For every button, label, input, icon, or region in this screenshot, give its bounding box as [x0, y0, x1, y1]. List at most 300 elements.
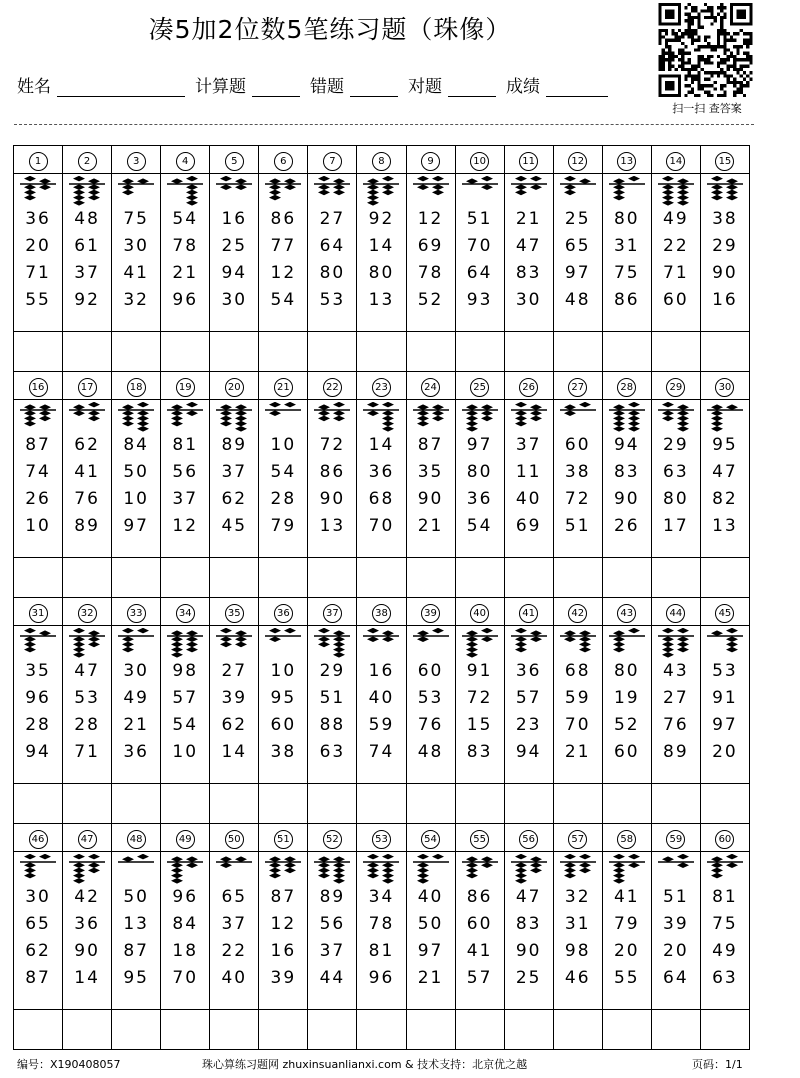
addend-value: 10 [25, 516, 51, 536]
answer-box[interactable] [651, 784, 700, 824]
bead [711, 410, 723, 416]
bead [711, 176, 723, 181]
bead [88, 195, 100, 201]
question-number-cell [14, 824, 63, 852]
answer-box[interactable] [112, 332, 161, 372]
bead [662, 402, 674, 407]
addend-list [259, 658, 307, 766]
addend-value: 12 [270, 914, 297, 934]
answer-box[interactable] [700, 784, 749, 824]
wrong-count-field[interactable] [350, 72, 398, 97]
abacus-bead-image [265, 176, 301, 208]
addend-value: 72 [564, 489, 591, 509]
answer-box[interactable] [210, 784, 259, 824]
addend-value: 21 [417, 968, 444, 988]
question-number-cell [406, 824, 455, 852]
addend-value: 96 [172, 887, 199, 907]
answer-box[interactable] [455, 558, 504, 598]
addend-value: 60 [466, 914, 493, 934]
question-number-cell [602, 372, 651, 400]
bead [24, 195, 36, 201]
bead [515, 416, 527, 422]
bead [333, 878, 345, 884]
bead [122, 421, 134, 427]
addend-value: 10 [270, 661, 297, 681]
bead [677, 628, 689, 633]
bead [662, 190, 674, 196]
answer-box[interactable] [259, 332, 308, 372]
addend-value: 53 [74, 688, 100, 708]
addend-value: 20 [25, 236, 51, 256]
bead [171, 421, 183, 427]
bead [318, 190, 330, 196]
addend-value: 94 [25, 742, 51, 762]
addend-value: 26 [25, 489, 51, 509]
bead [579, 630, 591, 636]
question-number-cell [210, 146, 259, 174]
answer-box[interactable] [455, 784, 504, 824]
bead [466, 416, 478, 422]
problem-cell [504, 174, 553, 332]
question-number-cell [602, 146, 651, 174]
bead [432, 854, 444, 859]
addend-list [357, 206, 405, 314]
addend-value: 69 [417, 236, 444, 256]
bead [333, 652, 345, 658]
addend-list [554, 432, 602, 540]
right-count-field[interactable] [448, 72, 496, 97]
bead [122, 410, 134, 416]
problem-cell [161, 852, 210, 1010]
addend-value: 97 [564, 263, 591, 283]
addend-value: 30 [515, 290, 542, 310]
bead [24, 873, 36, 879]
question-number-badge: 51 [274, 830, 293, 849]
question-number-cell [112, 372, 161, 400]
addend-value: 86 [319, 462, 346, 482]
addend-list [357, 658, 405, 766]
answer-box[interactable] [553, 1010, 602, 1050]
addend-value: 16 [270, 941, 297, 961]
addend-value: 70 [368, 516, 395, 536]
addend-value: 52 [613, 715, 640, 735]
addend-value: 92 [368, 209, 395, 229]
bead [333, 630, 345, 636]
answer-box[interactable] [357, 332, 406, 372]
answer-box[interactable] [259, 784, 308, 824]
addend-value: 55 [613, 968, 640, 988]
answer-box[interactable] [63, 784, 112, 824]
abacus-bead-image [707, 176, 743, 208]
bead [726, 404, 738, 410]
abacus-bead-image [413, 176, 449, 208]
answer-box[interactable] [602, 332, 651, 372]
answer-box[interactable] [14, 1010, 63, 1050]
abacus-bead-image [707, 628, 743, 660]
bead [628, 421, 640, 427]
answer-box[interactable] [553, 558, 602, 598]
addend-value: 27 [221, 661, 248, 681]
bead [726, 195, 738, 201]
bead [235, 636, 247, 642]
bead [417, 416, 429, 422]
bead [677, 410, 689, 416]
answer-box[interactable] [308, 1010, 357, 1050]
answer-box[interactable] [161, 332, 210, 372]
answer-box[interactable] [455, 1010, 504, 1050]
addend-value: 90 [417, 489, 444, 509]
question-number-cell [700, 824, 749, 852]
addend-value: 60 [663, 290, 689, 310]
answer-box[interactable] [259, 1010, 308, 1050]
answer-box[interactable] [161, 1010, 210, 1050]
answer-box[interactable] [700, 1010, 749, 1050]
addend-value: 48 [417, 742, 444, 762]
addend-value: 59 [368, 715, 395, 735]
question-number-badge: 7 [323, 152, 342, 171]
problem-cell [553, 626, 602, 784]
answer-box[interactable] [700, 332, 749, 372]
bead [530, 404, 542, 410]
addend-value: 16 [368, 661, 395, 681]
addend-value: 78 [417, 263, 444, 283]
score-label: 成绩 [506, 77, 540, 97]
question-number-cell [455, 372, 504, 400]
bead [122, 647, 134, 653]
addend-value: 72 [319, 435, 346, 455]
question-number-badge: 56 [519, 830, 538, 849]
bead [171, 642, 183, 648]
bead [235, 421, 247, 427]
name-field[interactable] [57, 72, 185, 97]
bead [711, 184, 723, 190]
bead [73, 873, 85, 879]
bead [613, 630, 625, 636]
addend-value: 80 [319, 263, 346, 283]
addend-value: 74 [25, 462, 51, 482]
addend-value: 90 [74, 941, 100, 961]
addend-value: 37 [221, 462, 248, 482]
bead [318, 416, 330, 422]
bead [662, 856, 674, 862]
problem-cell [406, 626, 455, 784]
question-number-cell [455, 824, 504, 852]
problem-cell [112, 174, 161, 332]
addend-list [456, 206, 504, 314]
addend-value: 21 [417, 516, 444, 536]
addend-value: 94 [613, 435, 640, 455]
bead [367, 178, 379, 184]
addend-list [407, 658, 455, 766]
bead [269, 184, 281, 190]
calc-count-field[interactable] [252, 72, 300, 97]
bead [220, 636, 232, 642]
bead [628, 176, 640, 181]
bead [466, 178, 478, 184]
addend-value: 90 [712, 263, 738, 283]
bead [564, 404, 576, 410]
bead [382, 878, 394, 884]
answer-box[interactable] [210, 558, 259, 598]
bead [466, 652, 478, 658]
bead [530, 868, 542, 874]
addend-value: 54 [270, 290, 297, 310]
addend-value: 38 [270, 742, 297, 762]
bead [382, 410, 394, 416]
answer-box[interactable] [357, 784, 406, 824]
bead [726, 184, 738, 190]
answer-box[interactable] [406, 332, 455, 372]
answer-box[interactable] [14, 784, 63, 824]
addend-value: 21 [515, 209, 542, 229]
abacus-bead-image [167, 402, 203, 434]
bead [711, 190, 723, 196]
answer-box[interactable] [210, 332, 259, 372]
answer-box[interactable] [161, 558, 210, 598]
question-number-cell [308, 372, 357, 400]
question-number-cell [210, 372, 259, 400]
bead [515, 873, 527, 879]
addend-list [652, 884, 700, 992]
addend-value: 98 [564, 941, 591, 961]
addend-list [357, 432, 405, 540]
answer-box[interactable] [504, 784, 553, 824]
abacus-bead-image [658, 628, 694, 660]
bead [333, 856, 345, 862]
answer-box[interactable] [63, 332, 112, 372]
problem-cell [210, 852, 259, 1010]
bead [284, 628, 296, 633]
bead [24, 404, 36, 410]
bead [269, 856, 281, 862]
bead [677, 636, 689, 642]
addend-value: 80 [613, 209, 640, 229]
answer-box[interactable] [406, 784, 455, 824]
answer-box[interactable] [161, 784, 210, 824]
addend-value: 54 [172, 209, 199, 229]
answer-box[interactable] [602, 784, 651, 824]
problem-cell [602, 626, 651, 784]
answer-box[interactable] [63, 1010, 112, 1050]
bead [515, 421, 527, 427]
addend-value: 75 [123, 209, 149, 229]
addend-value: 50 [123, 462, 149, 482]
addend-list [210, 206, 258, 314]
addend-list [14, 884, 62, 992]
bead [628, 416, 640, 422]
question-number-badge: 18 [127, 378, 146, 397]
addend-value: 87 [123, 941, 149, 961]
abacus-bead-image [363, 854, 399, 886]
answer-box[interactable] [112, 784, 161, 824]
addend-value: 25 [564, 209, 591, 229]
bead [171, 878, 183, 884]
name-label: 姓名 [17, 77, 51, 97]
calc-count-label: 计算题 [195, 77, 246, 97]
question-number-cell [651, 146, 700, 174]
addend-value: 57 [172, 688, 199, 708]
addend-value: 87 [25, 968, 51, 988]
addend-value: 56 [319, 914, 346, 934]
bead [515, 878, 527, 884]
answer-box[interactable] [308, 784, 357, 824]
addend-value: 83 [613, 462, 640, 482]
bead [73, 862, 85, 868]
bead [269, 868, 281, 874]
answer-box[interactable] [455, 332, 504, 372]
problem-cell [308, 174, 357, 332]
bead [662, 416, 674, 422]
addend-value: 47 [712, 462, 738, 482]
problem-cell [63, 174, 112, 332]
addend-value: 76 [417, 715, 444, 735]
bead [122, 190, 134, 196]
bead [417, 878, 429, 884]
problem-cell [504, 626, 553, 784]
answer-box[interactable] [14, 558, 63, 598]
abacus-bead-image [314, 628, 350, 660]
addend-list [407, 432, 455, 540]
bead [662, 184, 674, 190]
bead [220, 404, 232, 410]
bead [318, 856, 330, 862]
addend-value: 39 [663, 914, 689, 934]
answer-box[interactable] [357, 1010, 406, 1050]
bead [726, 647, 738, 653]
bead [235, 856, 247, 862]
bead [122, 184, 134, 190]
answer-box[interactable] [651, 558, 700, 598]
bead [24, 642, 36, 648]
site-credit: 珠心算练习题网 zhuxinsuanlianxi.com & 技术支持：北京优之越 [202, 1058, 528, 1071]
question-number-badge: 9 [421, 152, 440, 171]
score-field[interactable] [546, 72, 608, 97]
addend-value: 23 [515, 715, 542, 735]
question-number-badge: 1 [29, 152, 48, 171]
bead [662, 647, 674, 653]
qr-code-icon[interactable] [657, 3, 754, 97]
bead [515, 402, 527, 407]
bead [73, 190, 85, 196]
problem-cell [602, 400, 651, 558]
answer-box[interactable] [210, 1010, 259, 1050]
problem-cell [357, 852, 406, 1010]
answer-box[interactable] [308, 558, 357, 598]
bead [417, 421, 429, 427]
answer-box[interactable] [357, 558, 406, 598]
addend-value: 63 [712, 968, 738, 988]
addend-value: 80 [663, 489, 689, 509]
addend-list [259, 206, 307, 314]
bead [186, 862, 198, 868]
bead [417, 630, 429, 636]
answer-box[interactable] [504, 1010, 553, 1050]
addend-list [210, 432, 258, 540]
abacus-bead-image [265, 628, 301, 660]
abacus-bead-image [609, 854, 645, 886]
bead [662, 652, 674, 658]
addend-value: 44 [319, 968, 346, 988]
addend-value: 95 [712, 435, 738, 455]
abacus-bead-image [511, 628, 547, 660]
question-number-cell [504, 598, 553, 626]
answer-box[interactable] [602, 1010, 651, 1050]
bead [73, 878, 85, 884]
bead [171, 636, 183, 642]
answer-box[interactable] [553, 784, 602, 824]
question-number-cell [14, 598, 63, 626]
question-number-cell [308, 598, 357, 626]
answer-box[interactable] [504, 558, 553, 598]
addend-value: 57 [466, 968, 493, 988]
problem-cell [161, 400, 210, 558]
answer-box[interactable] [504, 332, 553, 372]
bead [284, 856, 296, 862]
answer-box[interactable] [406, 558, 455, 598]
addend-value: 83 [515, 263, 542, 283]
bead [466, 410, 478, 416]
addend-list [112, 432, 160, 540]
answer-box[interactable] [259, 558, 308, 598]
problem-cell [700, 852, 749, 1010]
bead [466, 404, 478, 410]
bead [269, 195, 281, 201]
problem-cell [161, 174, 210, 332]
bead [186, 200, 198, 206]
bead [481, 636, 493, 642]
question-number-badge: 40 [470, 604, 489, 623]
addend-value: 35 [417, 462, 444, 482]
addend-value: 72 [466, 688, 493, 708]
answer-box[interactable] [700, 558, 749, 598]
bead [579, 854, 591, 859]
addend-value: 12 [417, 209, 444, 229]
bead [677, 190, 689, 196]
answer-box[interactable] [651, 1010, 700, 1050]
bead [333, 862, 345, 868]
bead [137, 628, 149, 633]
answer-box[interactable] [308, 332, 357, 372]
question-number-badge: 55 [470, 830, 489, 849]
bead [73, 636, 85, 642]
addend-value: 80 [613, 661, 640, 681]
bead [73, 195, 85, 201]
bead [171, 647, 183, 653]
answer-box[interactable] [14, 332, 63, 372]
answer-box[interactable] [406, 1010, 455, 1050]
bead [73, 642, 85, 648]
addend-value: 65 [25, 914, 51, 934]
addend-list [701, 884, 749, 992]
answer-box[interactable] [651, 332, 700, 372]
answer-box[interactable] [112, 1010, 161, 1050]
abacus-bead-image [363, 402, 399, 434]
bead [318, 868, 330, 874]
bead [24, 190, 36, 196]
bead [711, 404, 723, 410]
answer-box[interactable] [553, 332, 602, 372]
bead [515, 868, 527, 874]
addend-value: 94 [221, 263, 248, 283]
bead [220, 421, 232, 427]
addend-value: 29 [712, 236, 738, 256]
answer-box[interactable] [63, 558, 112, 598]
bead [333, 636, 345, 642]
addend-list [603, 884, 651, 992]
answer-box[interactable] [112, 558, 161, 598]
answer-box[interactable] [602, 558, 651, 598]
problem-cell [63, 626, 112, 784]
